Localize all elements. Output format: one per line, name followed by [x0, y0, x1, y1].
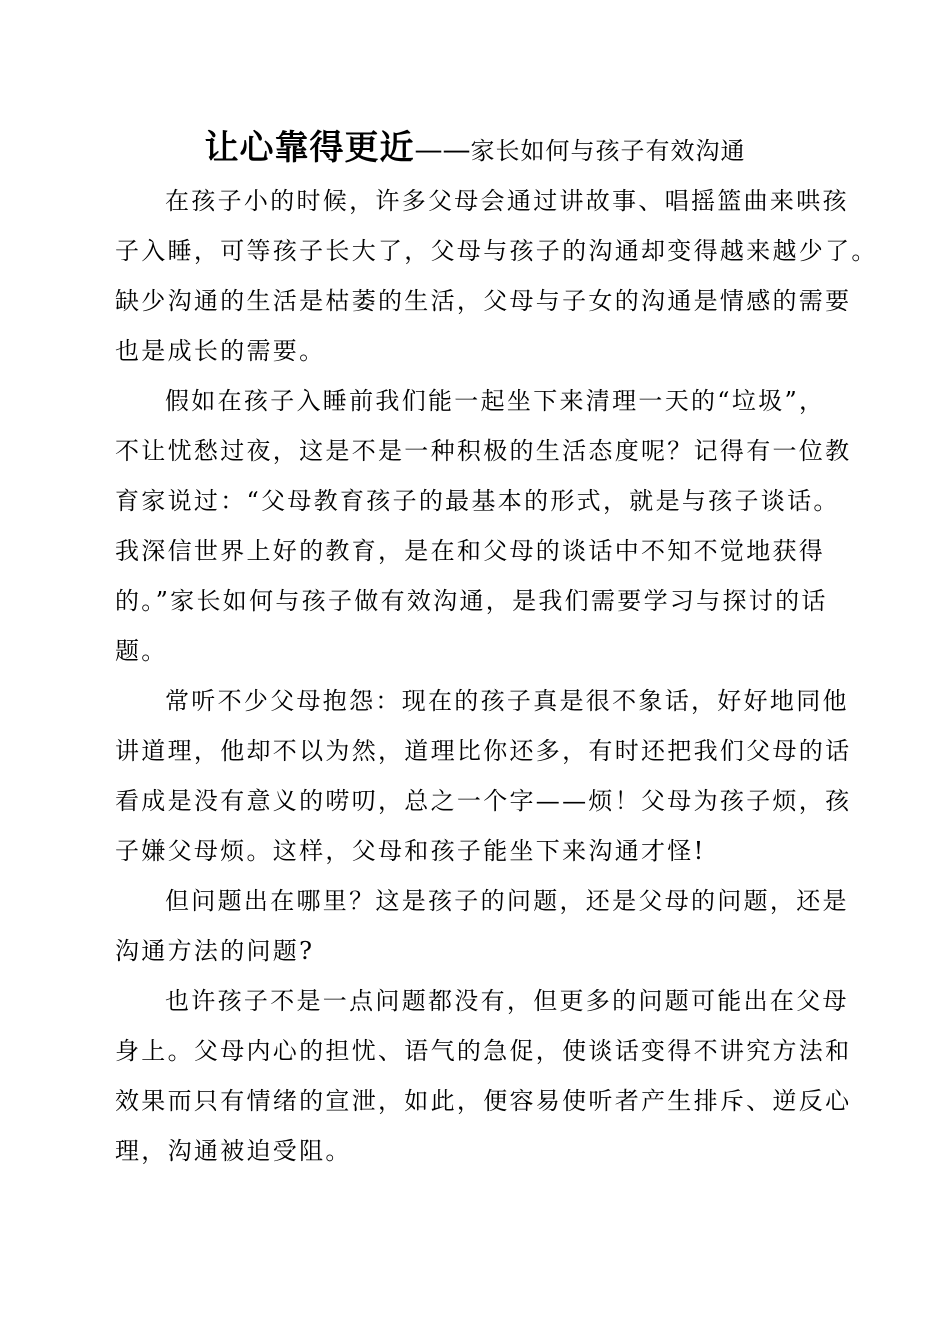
paragraph-line: 不让忧愁过夜，这是不是一种积极的生活态度呢？记得有一位教 — [115, 437, 852, 465]
document-title — [0, 120, 950, 169]
paragraph-line: 子嫌父母烦。这样，父母和孩子能坐下来沟通才怪! — [115, 837, 706, 865]
paragraph-4 — [115, 876, 855, 976]
title-dash: —— — [414, 133, 471, 166]
paragraph-line: 但问题出在哪里？这是孩子的问题，还是父母的问题，还是 — [165, 887, 849, 915]
paragraph-line: 缺少沟通的生活是枯萎的生活，父母与子女的沟通是情感的需要 — [115, 287, 852, 315]
paragraph-line: 题。 — [115, 637, 168, 665]
paragraph-line: 在孩子小的时候，许多父母会通过讲故事、唱摇篮曲来哄孩 — [165, 187, 849, 215]
title-main: 让心靠得更近 — [204, 128, 415, 168]
paragraph-line: 沟通方法的问题? — [115, 937, 315, 965]
paragraph-line: 常听不少父母抱怨：现在的孩子真是很不象话，好好地同他 — [165, 687, 849, 715]
paragraph-line: 也是成长的需要。 — [115, 337, 326, 365]
document-body — [115, 176, 878, 1176]
paragraph-5 — [115, 976, 855, 1176]
paragraph-line: 也许孩子不是一点问题都没有，但更多的问题可能出在父母 — [165, 987, 849, 1015]
paragraph-line: 身上。父母内心的担忧、语气的急促，使谈话变得不讲究方法和 — [115, 1037, 852, 1065]
title-subtitle: 家长如何与孩子有效沟通 — [470, 137, 746, 165]
paragraph-line: 育家说过：“父母教育孩子的最基本的形式，就是与孩子谈话。 — [115, 487, 840, 515]
paragraph-line: 假如在孩子入睡前我们能一起坐下来清理一天的“垃圾”， — [165, 387, 826, 415]
paragraph-line: 理，沟通被迫受阻。 — [115, 1137, 352, 1165]
paragraph-line: 的。”家长如何与孩子做有效沟通，是我们需要学习与探讨的话 — [115, 587, 828, 615]
paragraph-line: 我深信世界上好的教育，是在和父母的谈话中不知不觉地获得 — [115, 537, 826, 565]
paragraph-1 — [115, 176, 878, 376]
paragraph-3 — [115, 676, 855, 876]
paragraph-2 — [115, 376, 855, 676]
paragraph-line: 子入睡，可等孩子长大了，父母与孩子的沟通却变得越来越少了。 — [115, 237, 878, 265]
paragraph-line: 效果而只有情绪的宣泄，如此，便容易使听者产生排斥、逆反心 — [115, 1087, 852, 1115]
paragraph-line: 看成是没有意义的唠叨，总之一个字——烦！父母为孩子烦，孩 — [115, 787, 852, 815]
paragraph-line: 讲道理，他却不以为然，道理比你还多，有时还把我们父母的话 — [115, 737, 852, 765]
